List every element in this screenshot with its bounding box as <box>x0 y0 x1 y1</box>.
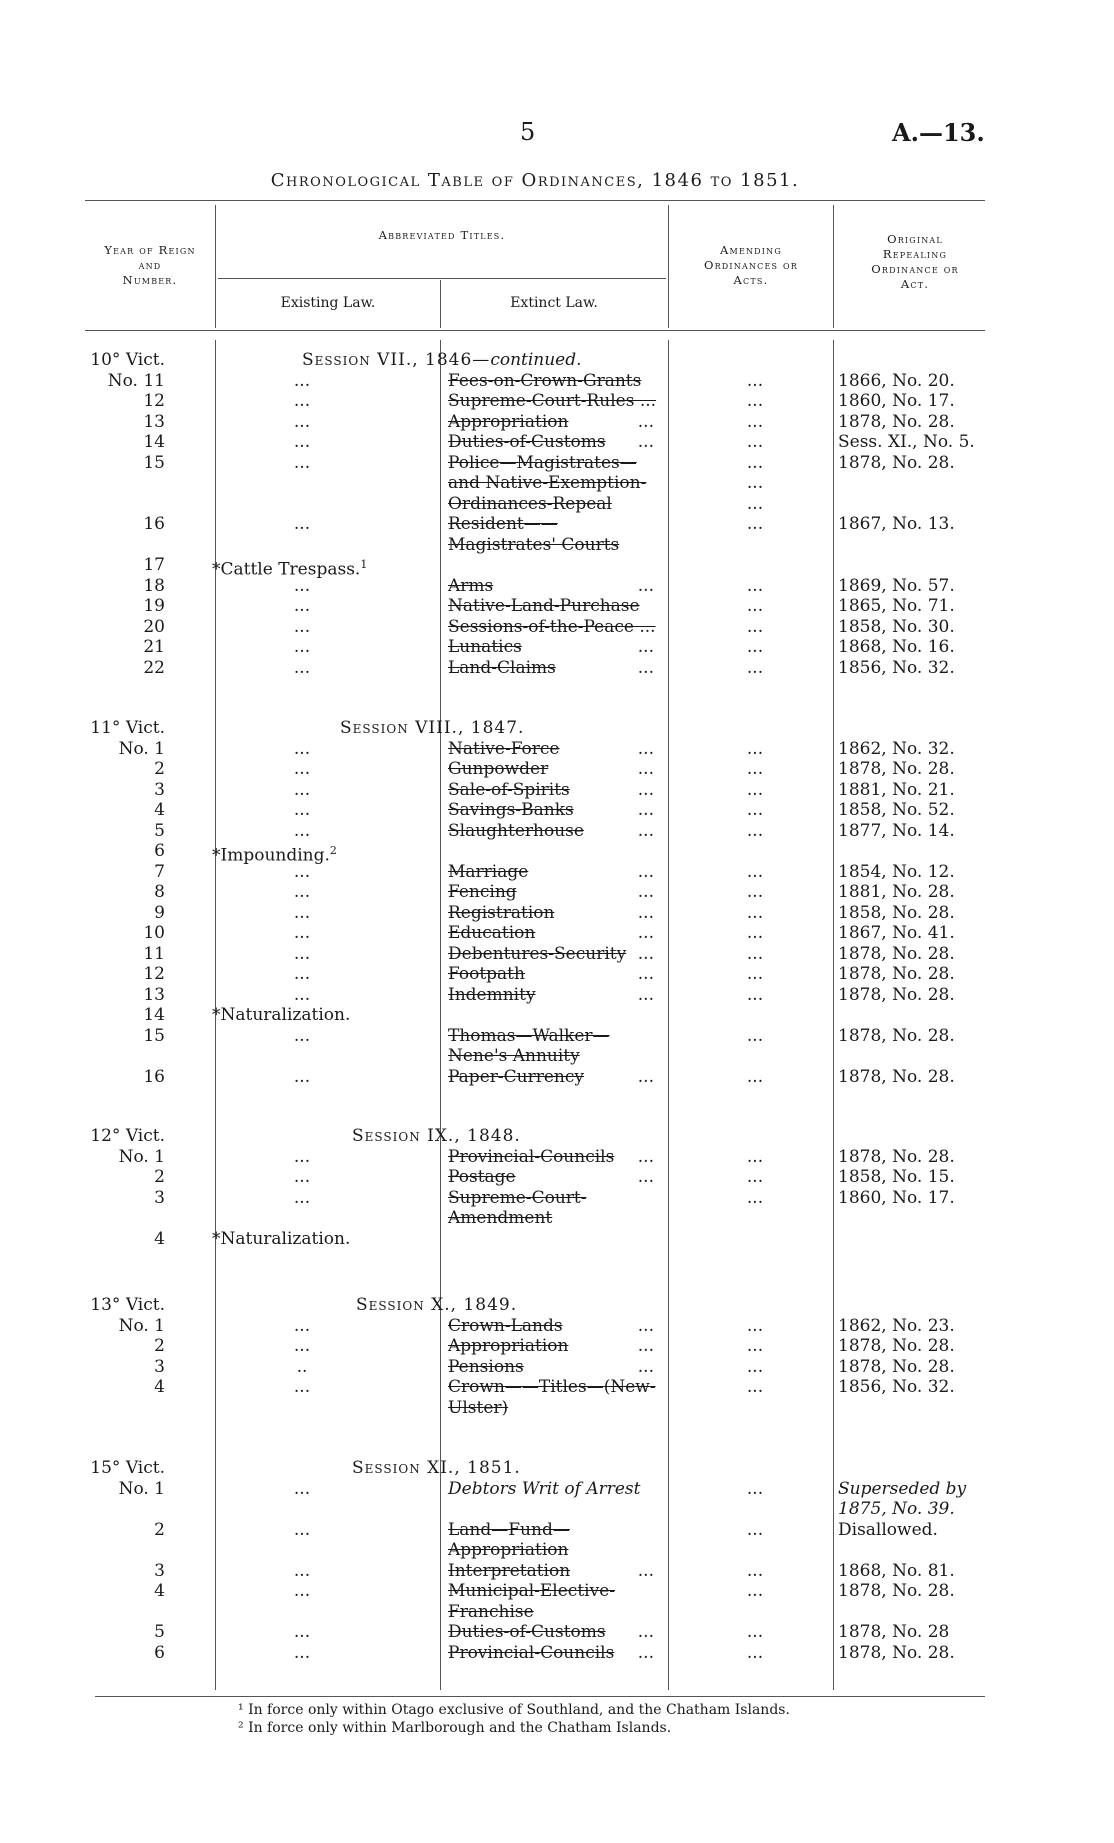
extinct-column: Native-Force ... Gunpowder ... Sale-of-Spirits ... Savings-Banks ... Slaughterhouse ... Marriage ... Fencing ... Registration ... Education ... Debentures-Security ... Footpath ... Indemnity ... Thomas—Walker—Nene's Annuity Paper-Currency ... <box>448 738 654 1087</box>
amending-column: ... ... ... <box>746 1146 764 1208</box>
col-divider-4 <box>833 205 834 328</box>
year-label: 13° Vict. <box>90 1295 165 1315</box>
original-column: 1878, No. 28. 1858, No. 15. 1860, No. 17. <box>838 1146 955 1208</box>
existing-column: ... ... ... *Naturalization. <box>212 1146 351 1249</box>
col-divider-3 <box>668 205 669 328</box>
existing-italic-title: Debtors Writ of Arrest <box>448 1478 641 1499</box>
page-reference: A.—13. <box>892 118 985 147</box>
existing-law-entry: *Naturalization. <box>212 1005 351 1025</box>
top-rule <box>85 200 985 201</box>
existing-column: ... ... ... ... ... ... *Cattle Trespass.$^1$ ... ... ... ... ... <box>212 370 368 678</box>
page-number: 5 <box>520 118 536 146</box>
body-divider-2 <box>440 340 441 1690</box>
original-column: 1862, No. 32. 1878, No. 28. 1881, No. 21. 1858, No. 52. 1877, No. 14. 1854, No. 12. 1881, No. 28. 1858, No. 28. 1867, No. 41. 1878, No. 28. 1878, No. 28. 1878, No. 28. 1878, No. 28. 1878, No. 28. <box>838 738 955 1087</box>
amending-column: ... ... ... ... ... ... <box>746 1478 764 1663</box>
year-column: 13° Vict. No. 1 2 3 4 <box>85 1295 215 1398</box>
header-bottom-rule <box>85 330 985 331</box>
year-label: 15° Vict. <box>90 1458 165 1478</box>
existing-column: ... ... ... ... ... *Impounding.$^2$ ... ... ... ... ... ... ... *Naturalization. ... ... <box>212 738 351 1087</box>
year-column: 10° Vict. No. 11 12 13 14 15 16 17 18 19 20 21 22 <box>85 350 215 678</box>
extinct-column: Crown-Lands ... Appropriation ... Pensions ... Crown——Titles—(New-Ulster) <box>448 1315 656 1418</box>
amending-column: ... ... ... ... ... ... ... ... ... ... ... ... ... ... <box>746 738 764 1087</box>
col-divider-1 <box>215 205 216 328</box>
original-column: Superseded by 1875, No. 39. Disallowed. 1868, No. 81. 1878, No. 28. 1878, No. 28 1878, No. 28. <box>838 1478 967 1663</box>
year-label: 12° Vict. <box>90 1126 165 1146</box>
year-column: 15° Vict. No. 1 2 3 4 5 6 <box>85 1458 215 1663</box>
existing-column: ... ... .. ... <box>293 1315 311 1397</box>
existing-column: ... ... ... ... ... ... <box>293 1478 311 1663</box>
year-column: 12° Vict. No. 1 2 3 4 <box>85 1126 215 1249</box>
original-column: 1866, No. 20. 1860, No. 17. 1878, No. 28. Sess. XI., No. 5. 1878, No. 28. 1867, No. 13. 1869, No. 57. 1865, No. 71. 1858, No. 30. 1868, No. 16. 1856, No. 32. <box>838 370 975 678</box>
table-title: Chronological Table of Ordinances, 1846 to 1851. <box>270 170 800 191</box>
body-divider-3 <box>668 340 669 1690</box>
footnote-1: ¹ In force only within Otago exclusive of Southland, and the Chatham Islands. <box>238 1702 790 1718</box>
year-label: 11° Vict. <box>90 718 165 738</box>
body-divider-4 <box>833 340 834 1690</box>
header-extinct: Extinct Law. <box>510 295 598 311</box>
extinct-column: Debtors Writ of Arrest Land—Fund—Appropriation Interpretation ... Municipal-Elective-Franchise Duties-of-Customs ... Provincial-Councils ... <box>448 1478 654 1663</box>
abbrev-divider-rule <box>218 278 666 279</box>
header-year: Year of Reign and Number. <box>104 243 196 287</box>
header-amending: Amending Ordinances or Acts. <box>703 243 799 287</box>
footnote-2: ² In force only within Marlborough and the Chatham Islands. <box>238 1720 672 1736</box>
header-existing: Existing Law. <box>280 295 376 311</box>
header-original: Original Repealing Ordinance or Act. <box>871 232 959 291</box>
session-heading: Session X., 1849. <box>356 1295 518 1315</box>
existing-law-entry: *Cattle Trespass. <box>212 559 361 580</box>
session-heading: Session IX., 1848. <box>352 1126 521 1146</box>
header-abbreviated: Abbreviated Titles. <box>378 228 506 242</box>
col-divider-2 <box>440 280 441 328</box>
session-heading: Session VIII., 1847. <box>340 718 525 738</box>
amending-column: ... ... ... ... <box>746 1315 764 1397</box>
session-heading: Session XI., 1851. <box>352 1458 521 1478</box>
existing-law-entry: *Naturalization. <box>212 1228 351 1249</box>
extinct-column: Provincial-Councils ... Postage ... Supreme-Court-Amendment <box>448 1146 654 1228</box>
session-heading: Session VII., 1846—continued. <box>302 350 582 370</box>
existing-law-entry: *Impounding. <box>212 845 330 866</box>
year-label: 10° Vict. <box>90 350 165 370</box>
extinct-column: Fees-on-Crown-Grants Supreme-Court-Rules ... Appropriation ... Duties-of-Customs ... Police—Magistrates—and Native-Exemption-Ordinances-Repeal Resident——Magistrates' Courts Arms ... Native-Land-Purchase Sessions-of-the-Peace ... Lunatics ... Land-Claims ... <box>448 370 657 678</box>
year-column: 11° Vict. No. 1 2 3 4 5 6 7 8 9 10 11 12 13 14 15 16 <box>85 718 215 1087</box>
bottom-rule <box>95 1696 985 1697</box>
amending-column: ... ... ... ... ... ... ... ... ... ... ... ... ... <box>746 370 764 678</box>
original-column: 1862, No. 23. 1878, No. 28. 1878, No. 28. 1856, No. 32. <box>838 1315 955 1397</box>
